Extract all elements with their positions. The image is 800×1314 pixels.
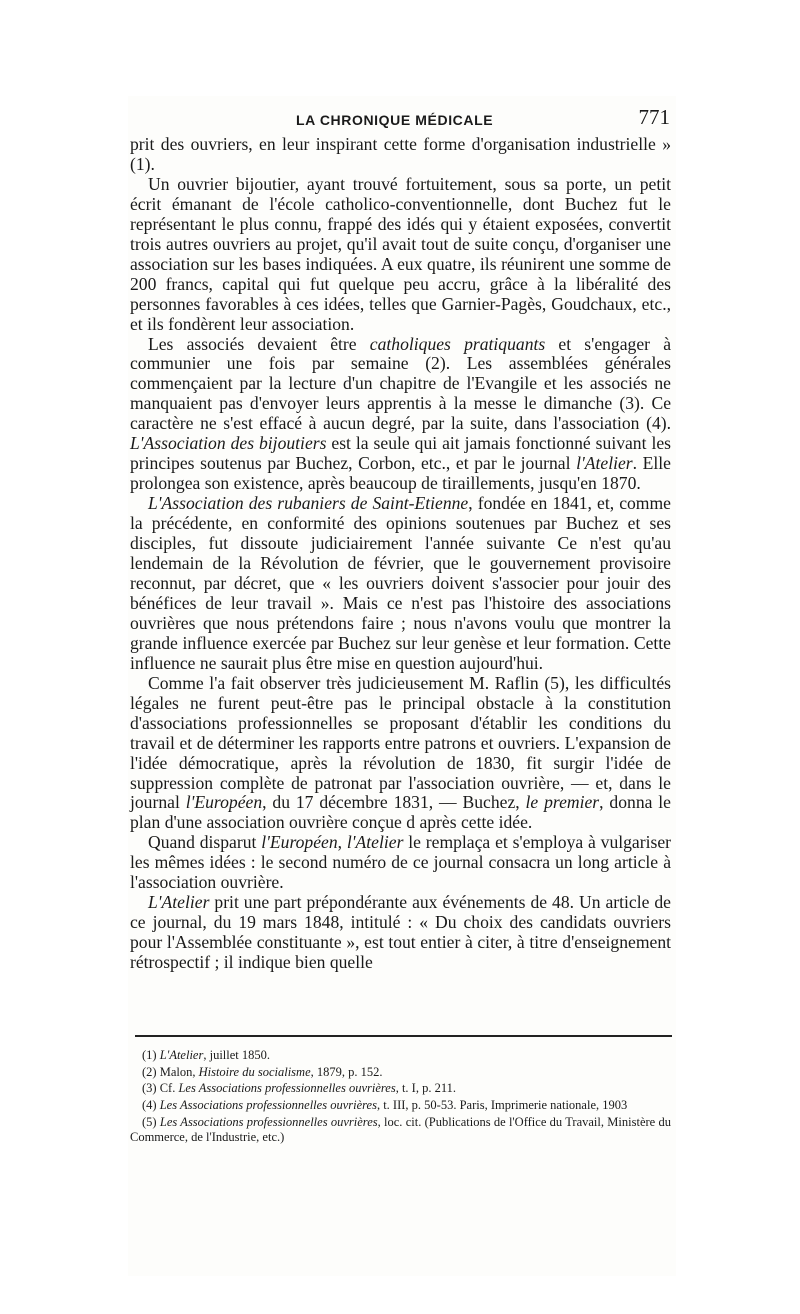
footnote-1-title: L'Atelier [159, 1048, 204, 1062]
italic-association-rubaniers: L'Association des rubaniers de Saint-Etienne [148, 493, 469, 514]
italic-europeen: l'Européen [185, 792, 263, 813]
paragraph-2 [130, 175, 671, 335]
paragraph-5-text: , du 17 décembre 1831, — Buchez, [262, 792, 526, 813]
footnote-5-title: Les Associations professionnelles ouvrières [159, 1114, 378, 1129]
paragraph-3-text: Les associés devaient être [148, 333, 370, 354]
footnote-3-text: , t. I, p. 211. [395, 1081, 456, 1096]
footnote-1 [130, 1048, 671, 1063]
footnote-divider [135, 1035, 672, 1037]
italic-atelier: l'Atelier [576, 453, 633, 474]
italic-atelier: L'Atelier [148, 892, 210, 913]
italic-le-premier: le premier [525, 792, 600, 813]
footnote-2-text: (2) Malon, [142, 1064, 199, 1079]
paragraph-6-text: Quand disparut [148, 832, 262, 853]
italic-catholiques-pratiquants: catholiques pratiquants [369, 333, 546, 354]
paragraph-7-text: prit une part prépondérante aux événements de 48. Un article de ce journal, du 19 mars 1848, intitulé : « Du choix des candidats ouvriers pour l'Assemblée constituante », est tout entier à citer, à titre d'enseignement rétrospectif ; il indique bien quelle [130, 892, 671, 973]
italic-atelier: l'Atelier [346, 832, 404, 853]
footnote-3 [130, 1081, 671, 1096]
paragraph-6 [130, 833, 671, 893]
paragraph-3-text: et s'engager à communier une fois par semaine (2). Les assemblées générales commençaient par la lecture d'un chapitre de l'Evangile et les associés ne manquaient pas d'envoyer leurs apprentis à la messe le dimanche (3). Ce caractère ne s'est effacé à aucun degré, par la suite, dans l'association (4). [130, 333, 672, 434]
footnote-1-text: (1) [142, 1048, 160, 1062]
page-number: 771 [638, 105, 670, 129]
footnote-5-text: , loc. cit. (Publications de l'Office du Travail, Ministère du Commerce, de l'Industrie, etc.) [130, 1114, 671, 1145]
paragraph-3-text: . Elle prolongea son existence, après beaucoup de tiraillements, jusqu'en 1870. [130, 453, 671, 494]
paragraph-4-text: , fondée en 1841, et, comme la précédente, en conformité des opinions soutenues par Buchez et ses disciples, fut dissoute judiciairement l'année suivante Ce n'est qu'au lendemain de la Révolution de février, que le gouvernement provisoire reconnut, par décret, que « les ouvriers doivent s'associer pour jouir des bénéfices de leur travail ». Mais ce n'est pas l'histoire des associations ouvrières que nous prétendons faire ; nous n'avons voulu que montrer la grande influence exercée par Buchez sur leur genèse et leur formation. Cette influence ne saurait plus être mise en question aujourd'hui. [130, 493, 671, 673]
paragraph-1-text: prit des ouvriers, en leur inspirant cette forme d'organisation industrielle » (1). [130, 134, 671, 174]
footnote-2 [130, 1065, 671, 1080]
paragraph-4 [130, 494, 671, 674]
running-head: LA CHRONIQUE MÉDICALE [296, 112, 494, 128]
paragraph-6-text: , [337, 832, 347, 853]
footnote-3-text: (3) Cf. [142, 1081, 179, 1096]
footnotes [130, 1048, 671, 1147]
italic-association-bijoutiers: L'Association des bijoutiers [130, 433, 327, 454]
paragraph-5-text: Comme l'a fait observer très judicieusement M. Raflin (5), les difficultés légales ne furent peut-être pas le principal obstacle à la constitution d'associations professionnelles se proposant d'établir les conditions du travail et de déterminer les rapports entre patrons et ouvriers. L'expansion de l'idée démocratique, après la révolution de 1830, fit surgir l'idée de suppression complète de patronat par l'association ouvrière, — et, dans le journal [130, 672, 671, 813]
italic-europeen: l'Européen [261, 832, 338, 853]
footnote-5-text: (5) [142, 1114, 160, 1129]
footnote-2-title: Histoire du socialisme [198, 1064, 311, 1079]
paragraph-5-text: , donna le plan d'une association ouvrière conçue d après cette idée. [130, 792, 671, 833]
page-header [128, 103, 676, 133]
footnote-2-text: , 1879, p. 152. [310, 1064, 383, 1079]
footnote-5 [130, 1115, 671, 1145]
footnote-4-title: Les Associations professionnelles ouvrières [159, 1098, 377, 1113]
paragraph-2-text: Un ouvrier bijoutier, ayant trouvé fortuitement, sous sa porte, un petit écrit émanant de l'école catholico-conventionnelle, dont Buchez fut le représentant le plus connu, frappé des idés qui y étaient exposées, convertit trois autres ouvriers au projet, qu'il avait tout de suite conçu, d'organiser une association sur les bases indiquées. A eux quatre, ils réunirent une somme de 200 francs, capital qui fut quelque peu accru, grâce à la libéralité des personnes favorables à ces idées, telles que Garnier-Pagès, Goudchaux, etc., et ils fondèrent leur association. [130, 173, 671, 334]
paragraph-3-text: est la seule qui ait jamais fonctionné suivant les principes soutenus par Buchez, Corbon, etc., et par le journal [130, 433, 671, 474]
footnote-4 [130, 1098, 671, 1113]
paragraph-5 [130, 674, 671, 834]
body-text [130, 135, 671, 973]
paragraph-3 [130, 335, 671, 495]
footnote-4-text: (4) [142, 1098, 160, 1113]
footnote-3-title: Les Associations professionnelles ouvrières [178, 1081, 396, 1096]
paragraph-1 [130, 135, 671, 175]
footnote-1-text: , juillet 1850. [203, 1048, 271, 1062]
paragraph-6-text: le remplaça et s'employa à vulgariser les mêmes idées : le second numéro de ce journal consacra un long article à l'association ouvrière. [130, 832, 672, 893]
footnote-4-text: , t. III, p. 50-53. Paris, Imprimerie nationale, 1903 [376, 1098, 628, 1113]
paragraph-7 [130, 893, 671, 973]
